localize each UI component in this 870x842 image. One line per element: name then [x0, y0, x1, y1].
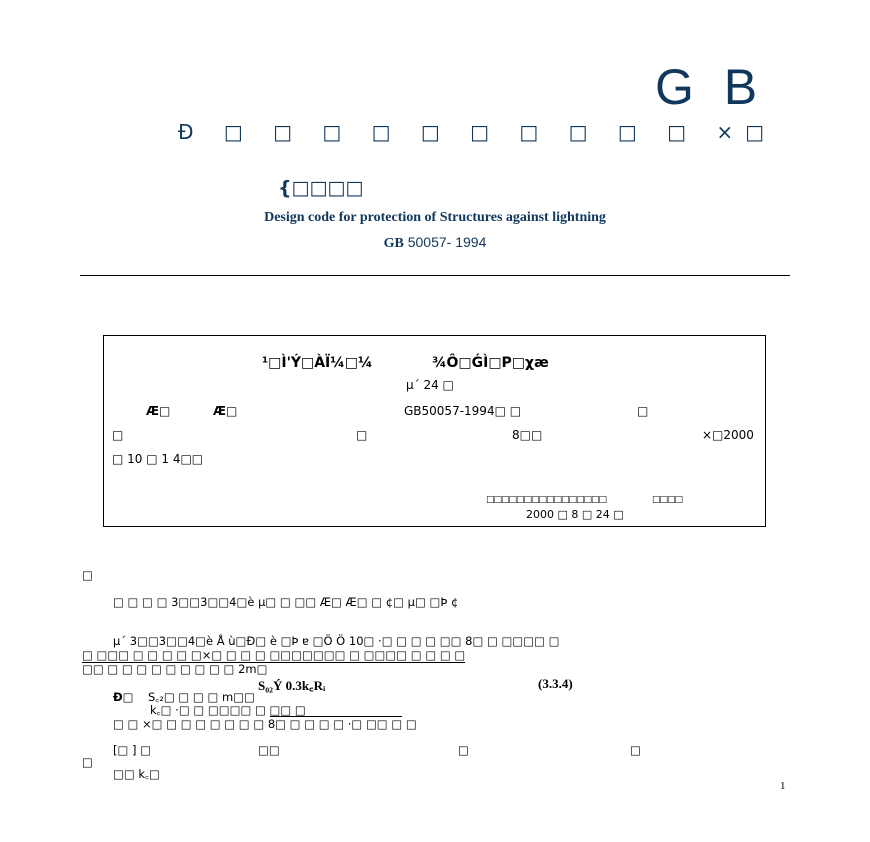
formula: S₀₂Ý 0.3k꜀Rᵢ: [258, 678, 326, 693]
page-number: 1: [780, 780, 786, 792]
standard-subtitle: {□□□□: [278, 177, 364, 199]
notice-code: GB50057-1994□ □: [404, 404, 522, 418]
definition-2: k꜀□ ·□ □ □□□□ □ □□ □: [150, 703, 306, 717]
gb-logo: G B: [655, 59, 766, 115]
notice-text-f: 8□□: [512, 428, 543, 442]
definition-1: S꜀₂□ □ □ □ m□□: [148, 690, 255, 704]
notice-text-c: □: [637, 404, 649, 418]
paragraph-line-2: µ´ 3□□3□□4□ѐ Å ù□Ð□ è □Þ ɐ □Ö Ö 10□ ·□ □ □ □ □□ 8□ □ □□□□ □: [113, 634, 560, 648]
formula-number: (3.3.4): [538, 676, 573, 691]
notice-date: 2000 □ 8 □ 24 □: [526, 508, 624, 521]
english-title: Design code for protection of Structures against lightning: [264, 210, 606, 225]
notice-effective: □ 10 □ 1 4□□: [112, 452, 204, 466]
paragraph-line-7: □□ k꜀□: [113, 767, 160, 781]
notice-number: µ´ 24 □: [406, 378, 454, 392]
paragraph-line-6a: [□ ] □: [113, 743, 152, 757]
notice-text-a: Æ□: [146, 404, 171, 418]
paragraph-line-3: [82, 648, 465, 662]
notice-title: ¾Ô□ǴÌ□P□χæ: [432, 355, 549, 371]
notice-text-e: □: [356, 428, 368, 442]
paragraph-line-5: □ □ ×□ □ □ □ □ □ □ □ 8□ □ □ □ □ ·□ □□ □ □: [113, 717, 417, 731]
standard-code: [0, 234, 870, 252]
where-label: Ð□: [113, 690, 134, 704]
section-marker-2: □: [82, 755, 93, 769]
code-prefix: GB: [383, 236, 404, 251]
paragraph-line-6b: □□: [258, 743, 280, 757]
divider-rule: [80, 275, 790, 276]
paragraph-line-1: □ □ □ □ 3□□3□□4□ѐ µ□ □ □□ Æ□ Æ□ □ ¢□ µ□ □Þ ¢: [113, 595, 459, 609]
section-marker: □: [82, 568, 93, 582]
notice-issuer: ¹□Ì'Ý□ÀÏ¼□¼: [262, 355, 373, 371]
paragraph-line-6c: □: [458, 743, 469, 757]
notice-text-b: Æ□: [213, 404, 238, 418]
notice-year: ×□2000: [702, 428, 754, 442]
code-number: 50057- 1994: [407, 234, 487, 250]
paragraph-line-6d: □: [630, 743, 641, 757]
paragraph-line-4: □□ □ □ □ □ □ □ □ □ □ 2m□: [82, 662, 268, 676]
standard-name: Ð □ □ □ □ □ □ □ □ □ □ ×□: [178, 120, 777, 144]
notice-signatory: □□□□□□□□□□□□□□□□: [486, 495, 607, 505]
underlined-text: □ □□□ □ □ □ □ □×□ □ □ □ □□□□□□□ □ □□□□ □ □ □ □: [82, 648, 466, 662]
notice-signatory-2: □□□□: [652, 495, 683, 505]
notice-text-d: □: [112, 428, 124, 442]
